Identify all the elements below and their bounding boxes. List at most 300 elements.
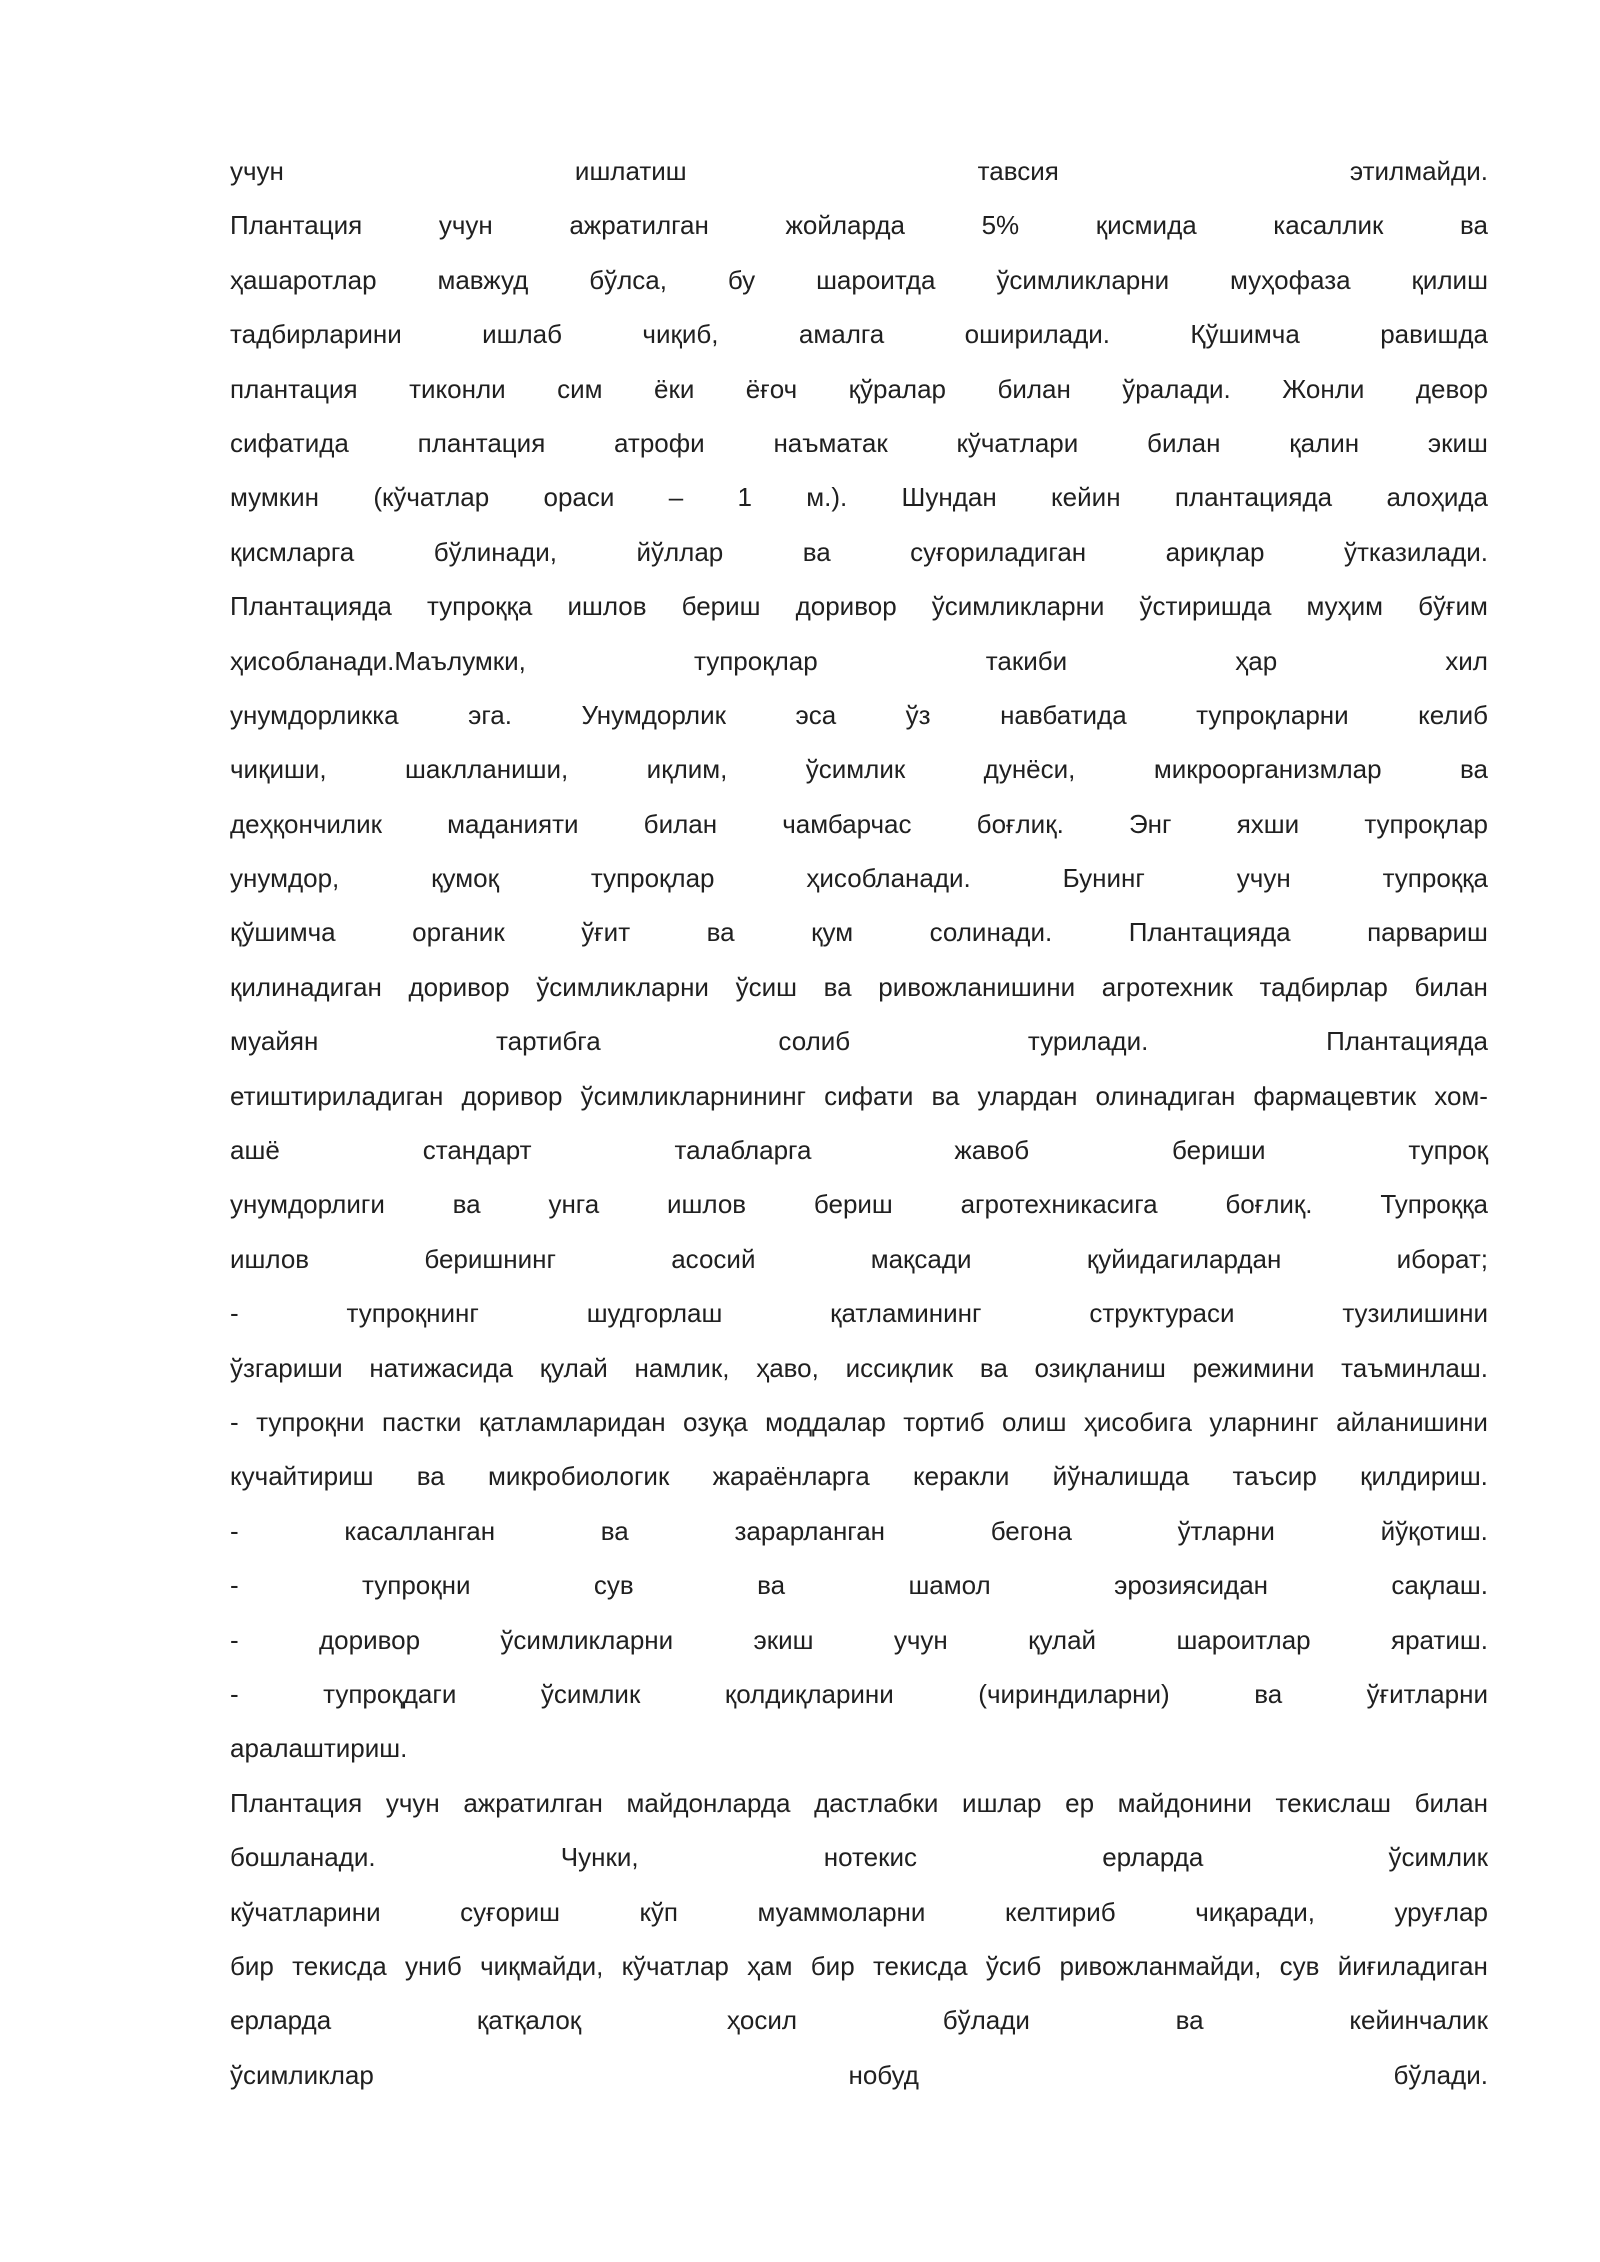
text-line	[230, 2000, 1488, 2054]
text-line	[230, 912, 1488, 966]
text-line	[230, 1674, 1488, 1728]
word: бериш	[813, 1189, 893, 1220]
word: солинади.	[929, 917, 1053, 948]
word: боғлиқ.	[1225, 1189, 1313, 1220]
word: плантация	[417, 427, 546, 458]
word: ўсимлик	[540, 1678, 641, 1709]
word: яратиш.	[1390, 1624, 1488, 1655]
word: ўсимликларни	[996, 264, 1170, 295]
word: чиқиб,	[642, 319, 719, 350]
word: қилдириш.	[1360, 1461, 1488, 1492]
word: (чириндиларни)	[978, 1678, 1170, 1709]
word: бериши	[1172, 1135, 1266, 1166]
text-line	[230, 1620, 1488, 1674]
word: билан	[1414, 971, 1488, 1002]
text-line	[230, 641, 1488, 695]
text-line	[230, 586, 1488, 640]
word: муҳофаза	[1230, 264, 1351, 295]
word: кўчатлар	[621, 1950, 729, 1981]
text-line	[230, 1402, 1488, 1456]
word: йўқотиш.	[1380, 1515, 1488, 1546]
word: фармацевтик	[1253, 1080, 1417, 1111]
word: (кўчатлар	[373, 482, 490, 513]
word: талабларга	[674, 1135, 812, 1166]
text-line	[230, 477, 1488, 531]
word: келтириб	[1004, 1896, 1116, 1927]
text-line	[230, 1076, 1488, 1130]
word: ҳаво,	[756, 1352, 819, 1383]
word: солиб	[778, 1026, 851, 1057]
word: тиконли	[409, 373, 506, 404]
word: муайян	[230, 1026, 319, 1057]
word: беришнинг	[424, 1243, 556, 1274]
word: структураси	[1089, 1298, 1235, 1329]
word: мумкин	[230, 482, 320, 513]
word: қўшимча	[230, 917, 336, 948]
word: пастки	[382, 1406, 462, 1437]
word: уруғлар	[1394, 1896, 1488, 1927]
word: моддалар	[765, 1406, 886, 1437]
word: намлик,	[634, 1352, 730, 1383]
word: тупроқни	[256, 1406, 365, 1437]
word: қумоқ	[431, 863, 499, 894]
word: эрозиясидан	[1114, 1570, 1269, 1601]
word: озиқланиш	[1034, 1352, 1166, 1383]
word: бўғим	[1418, 591, 1488, 622]
text-line	[230, 804, 1488, 858]
word: майдонларда	[626, 1787, 791, 1818]
word: ўсимликларнининг	[580, 1080, 807, 1111]
word: айланишини	[1336, 1406, 1488, 1437]
word: қисмида	[1095, 210, 1197, 241]
word: чиқаради,	[1195, 1896, 1315, 1927]
word: қатламининг	[830, 1298, 982, 1329]
word: қолдиқларини	[724, 1678, 894, 1709]
word: ўғит	[581, 917, 631, 948]
word: қулай	[539, 1352, 608, 1383]
word: плантацияда	[1174, 482, 1333, 513]
word: тупроқлар	[1364, 808, 1488, 839]
word: ерларда	[230, 2005, 332, 2036]
word: муҳим	[1306, 591, 1384, 622]
word: чамбарчас	[782, 808, 912, 839]
word: ишлатиш	[574, 156, 687, 186]
word: Плантацияда	[1326, 1026, 1488, 1057]
word: иборат;	[1396, 1243, 1488, 1274]
text-line	[230, 1130, 1488, 1184]
word: ва	[600, 1515, 629, 1546]
word: чиқиши,	[230, 754, 327, 785]
word: тупроқларни	[1196, 699, 1349, 730]
word: ва	[757, 1570, 786, 1601]
word: -	[230, 1406, 239, 1437]
word: натижасида	[369, 1352, 514, 1383]
text-line	[230, 1728, 1488, 1782]
word: 1	[737, 482, 752, 513]
word: керакли	[912, 1461, 1010, 1492]
word: қалин	[1289, 427, 1360, 458]
word: иссиқлик	[845, 1352, 954, 1383]
text-line	[230, 314, 1488, 368]
word: кучайтириш	[230, 1461, 374, 1492]
word: кўп	[639, 1896, 678, 1927]
word: бегона	[990, 1515, 1072, 1546]
word: тупроқлар	[694, 645, 818, 676]
word: тупроққа	[426, 591, 533, 622]
word: унумдор,	[230, 863, 340, 894]
word: экиш	[753, 1624, 814, 1655]
word: ажратилган	[463, 1787, 603, 1818]
word: бир	[810, 1950, 855, 1981]
word: текисда	[292, 1950, 387, 1981]
word: алоҳида	[1386, 482, 1488, 513]
word: ҳисобига	[1083, 1406, 1192, 1437]
word: шамол	[908, 1570, 991, 1601]
word: ўғитларни	[1366, 1678, 1488, 1709]
text-line	[230, 260, 1488, 314]
word: бўлса,	[589, 264, 667, 295]
word: –	[668, 482, 684, 513]
word: ўз	[905, 699, 931, 730]
word: ариқлар	[1165, 536, 1265, 567]
text-line	[230, 1184, 1488, 1238]
word: суғориш	[460, 1896, 560, 1927]
text-line	[230, 1565, 1488, 1619]
word: ёки	[653, 373, 695, 404]
word: ёғоч	[745, 373, 798, 404]
text-line	[230, 858, 1488, 912]
text-line	[230, 1348, 1488, 1402]
word: бу	[727, 264, 756, 295]
word: хил	[1445, 645, 1488, 676]
word: текисда	[872, 1950, 968, 1981]
word: учун	[1236, 863, 1291, 894]
word: наъматак	[773, 427, 888, 458]
word: доривор	[408, 971, 510, 1002]
word: суғориладиган	[910, 536, 1087, 567]
word: учун	[230, 156, 284, 186]
word: атрофи	[614, 427, 705, 458]
word: ўтказилади.	[1343, 536, 1488, 567]
word: дунёси,	[983, 754, 1076, 785]
word: ҳисобланади.	[806, 863, 971, 894]
word: ишлов	[567, 591, 647, 622]
word: қулай	[1028, 1624, 1097, 1655]
word: ўсимликларни	[536, 971, 709, 1002]
word: ўсимликларни	[931, 591, 1105, 622]
word: сим	[557, 373, 603, 404]
word: тупроқ	[1408, 1135, 1488, 1166]
word: бир	[230, 1950, 274, 1981]
word: Шундан	[901, 482, 997, 513]
word: ўсимликларни	[500, 1624, 674, 1655]
word: ишлар	[962, 1787, 1042, 1818]
word: доривор	[319, 1624, 421, 1655]
word: тупроққа	[1382, 863, 1488, 894]
word: бўлади	[942, 2005, 1030, 2036]
word: ҳам	[747, 1950, 793, 1981]
word: эса	[795, 699, 837, 730]
word: ишлов	[230, 1243, 310, 1274]
word: зарарланган	[734, 1515, 886, 1546]
word: ва	[1460, 210, 1488, 241]
word: Энг	[1128, 808, 1172, 839]
text-line	[230, 1456, 1488, 1510]
word: боғлиқ.	[976, 808, 1064, 839]
word: доривор	[461, 1080, 563, 1111]
word: кўчатларини	[230, 1896, 381, 1927]
word: ва	[452, 1189, 481, 1220]
text-line	[230, 1293, 1488, 1347]
word: майдонини	[1117, 1787, 1252, 1818]
word: агротехник	[1101, 971, 1233, 1002]
text-line	[230, 151, 1488, 205]
text-line	[230, 1511, 1488, 1565]
word: дастлабки	[814, 1787, 939, 1818]
word: оширилади.	[964, 319, 1111, 350]
word: шароитлар	[1176, 1624, 1311, 1655]
word: Бунинг	[1062, 863, 1145, 894]
word: ва	[706, 917, 735, 948]
word: ҳисобланади.Маълумки,	[230, 645, 526, 676]
word: навбатида	[1000, 699, 1127, 730]
word: кўчатлари	[956, 427, 1079, 458]
text-line	[230, 749, 1488, 803]
word: Плантация	[230, 210, 363, 241]
word: ва	[1254, 1678, 1283, 1709]
word: сифатида	[230, 427, 349, 458]
word: ва	[802, 536, 831, 567]
word: кейинчалик	[1349, 2005, 1488, 2036]
word: этилмайди.	[1349, 156, 1488, 186]
word: касалланган	[344, 1515, 496, 1546]
word: тартибга	[496, 1026, 601, 1057]
word: йиғиладиган	[1337, 1950, 1488, 1981]
word: -	[230, 1678, 239, 1709]
word: бериш	[681, 591, 761, 622]
word: ўзгариши	[230, 1352, 343, 1383]
word: -	[230, 1624, 239, 1655]
text-line	[230, 205, 1488, 259]
word: олиш	[1001, 1406, 1067, 1437]
word: сақлаш.	[1391, 1570, 1488, 1601]
word: қилинадиган	[230, 971, 382, 1002]
word: тавсия	[977, 156, 1059, 186]
word: ва	[1459, 754, 1488, 785]
word: ва	[1175, 2005, 1204, 2036]
word: қатламларидан	[478, 1406, 666, 1437]
word: чиқмайди,	[480, 1950, 604, 1981]
text-line	[230, 2055, 1488, 2109]
word: Жонли	[1282, 373, 1365, 404]
word: ўсимлик	[805, 754, 906, 785]
word: -	[230, 1515, 239, 1546]
word: унумдорлиги	[230, 1189, 385, 1220]
word: тузилишини	[1342, 1298, 1488, 1329]
text-line	[230, 369, 1488, 423]
word: 5%	[981, 210, 1020, 241]
word: ўсиб	[985, 1950, 1042, 1981]
word: тортиб	[903, 1406, 985, 1437]
text-line	[230, 1892, 1488, 1946]
word: турилади.	[1027, 1026, 1149, 1057]
word: қуйидагилардан	[1086, 1243, 1282, 1274]
word: бўлинади,	[433, 536, 558, 567]
word: жараёнларга	[712, 1461, 870, 1492]
word: олинадиган	[1095, 1080, 1236, 1111]
word: етиштириладиган	[230, 1080, 444, 1111]
word: муаммоларни	[757, 1896, 926, 1927]
word: тупроқдаги	[323, 1678, 457, 1709]
word: тупроқнинг	[346, 1298, 479, 1329]
text-line	[230, 695, 1488, 749]
word: ўралади.	[1122, 373, 1231, 404]
word: қатқалоқ	[476, 2005, 582, 2036]
word: нотекис	[823, 1842, 917, 1873]
text-line	[230, 423, 1488, 477]
word: -	[230, 1298, 239, 1329]
word: м.).	[806, 482, 848, 513]
word: бошланади.	[230, 1842, 376, 1873]
word: улардан	[977, 1080, 1078, 1111]
word: унга	[548, 1189, 600, 1220]
word: парвариш	[1367, 917, 1488, 948]
word: нобуд	[848, 2059, 919, 2090]
word: органик	[412, 917, 505, 948]
word: Плантацияда	[1128, 917, 1291, 948]
word: озуқа	[683, 1406, 748, 1437]
word: ва	[931, 1080, 960, 1111]
word: тупроқни	[362, 1570, 471, 1601]
word: яхши	[1236, 808, 1300, 839]
word: қилиш	[1411, 264, 1488, 295]
word: хом-	[1434, 1080, 1488, 1111]
word: ўсимлик	[1388, 1842, 1488, 1873]
word: доривор	[795, 591, 897, 622]
word: Плантация	[230, 1787, 363, 1818]
word: сув	[1279, 1950, 1320, 1981]
word: уларнинг	[1209, 1406, 1319, 1437]
word: микроорганизмлар	[1153, 754, 1382, 785]
word: режимини	[1192, 1352, 1315, 1383]
word: йўллар	[636, 536, 724, 567]
word: Тупроққа	[1380, 1189, 1488, 1220]
word: тадбирлар	[1259, 971, 1388, 1002]
word: қўралар	[848, 373, 946, 404]
text-line	[230, 1021, 1488, 1075]
word: унумдорликка	[230, 699, 399, 730]
word: ўтларни	[1177, 1515, 1275, 1546]
word: шудгорлаш	[586, 1298, 723, 1329]
word: тадбирларини	[230, 319, 402, 350]
word: равишда	[1380, 319, 1488, 350]
word: иқлим,	[646, 754, 728, 785]
word: мақсади	[870, 1243, 972, 1274]
word: қисмларга	[230, 536, 355, 567]
word: ва	[979, 1352, 1008, 1383]
word: шароитда	[816, 264, 936, 295]
word: униб	[405, 1950, 462, 1981]
word: ер	[1065, 1787, 1095, 1818]
word: касаллик	[1273, 210, 1384, 241]
word: ва	[823, 971, 852, 1002]
word: агротехникасига	[960, 1189, 1158, 1220]
word: Плантацияда	[230, 591, 392, 622]
text-line	[230, 1837, 1488, 1891]
word: ишлаб	[482, 319, 563, 350]
word: ривожланмайди,	[1059, 1950, 1262, 1981]
word: билан	[1414, 1787, 1488, 1818]
word: сув	[593, 1570, 634, 1601]
word: деҳқончилик	[230, 808, 382, 839]
word: учун	[438, 210, 493, 241]
word: стандарт	[422, 1135, 532, 1166]
word: девор	[1415, 373, 1488, 404]
word: такиби	[985, 645, 1068, 676]
word: учун	[385, 1787, 440, 1818]
word: учун	[893, 1624, 948, 1655]
word: йўналишда	[1052, 1461, 1190, 1492]
word: ўсимликлар	[230, 2059, 374, 2090]
word: аралаштириш.	[230, 1733, 408, 1764]
word: билан	[643, 808, 718, 839]
text-line	[230, 532, 1488, 586]
word: билан	[1147, 427, 1221, 458]
word: текислаш	[1275, 1787, 1391, 1818]
word: -	[230, 1570, 239, 1601]
text-line	[230, 1946, 1488, 2000]
word: ривожланишини	[878, 971, 1076, 1002]
word: таъминлаш.	[1341, 1352, 1488, 1383]
word: билан	[997, 373, 1071, 404]
word: амалга	[798, 319, 885, 350]
word: ораси	[543, 482, 615, 513]
word: экиш	[1427, 427, 1488, 458]
word: асосий	[671, 1243, 756, 1274]
word: сифати	[824, 1080, 914, 1111]
word: ўсиш	[735, 971, 797, 1002]
word: плантация	[230, 373, 358, 404]
word: келиб	[1418, 699, 1488, 730]
document-body	[230, 151, 1488, 2109]
word: ажратилган	[569, 210, 709, 241]
word: ҳашаротлар	[230, 264, 377, 295]
word: ашё	[230, 1135, 280, 1166]
text-line	[230, 1783, 1488, 1837]
word: шаклланиши,	[404, 754, 569, 785]
word: жавоб	[954, 1135, 1030, 1166]
word: ерларда	[1102, 1842, 1204, 1873]
word: ишлов	[666, 1189, 747, 1220]
word: Қўшимча	[1190, 319, 1300, 350]
word: Чунки,	[560, 1842, 639, 1873]
word: микробиологик	[488, 1461, 670, 1492]
word: маданияти	[447, 808, 579, 839]
word: ҳар	[1235, 645, 1278, 676]
word: бўлади.	[1393, 2059, 1488, 2090]
word: мавжуд	[437, 264, 529, 295]
word: ҳосил	[726, 2005, 798, 2036]
word: Унумдорлик	[581, 699, 726, 730]
word: жойларда	[785, 210, 905, 241]
word: ўстиришда	[1139, 591, 1272, 622]
text-line	[230, 1239, 1488, 1293]
word: эга.	[468, 699, 512, 730]
text-line	[230, 967, 1488, 1021]
word: таъсир	[1232, 1461, 1317, 1492]
word: кейин	[1051, 482, 1121, 513]
word: ва	[416, 1461, 445, 1492]
